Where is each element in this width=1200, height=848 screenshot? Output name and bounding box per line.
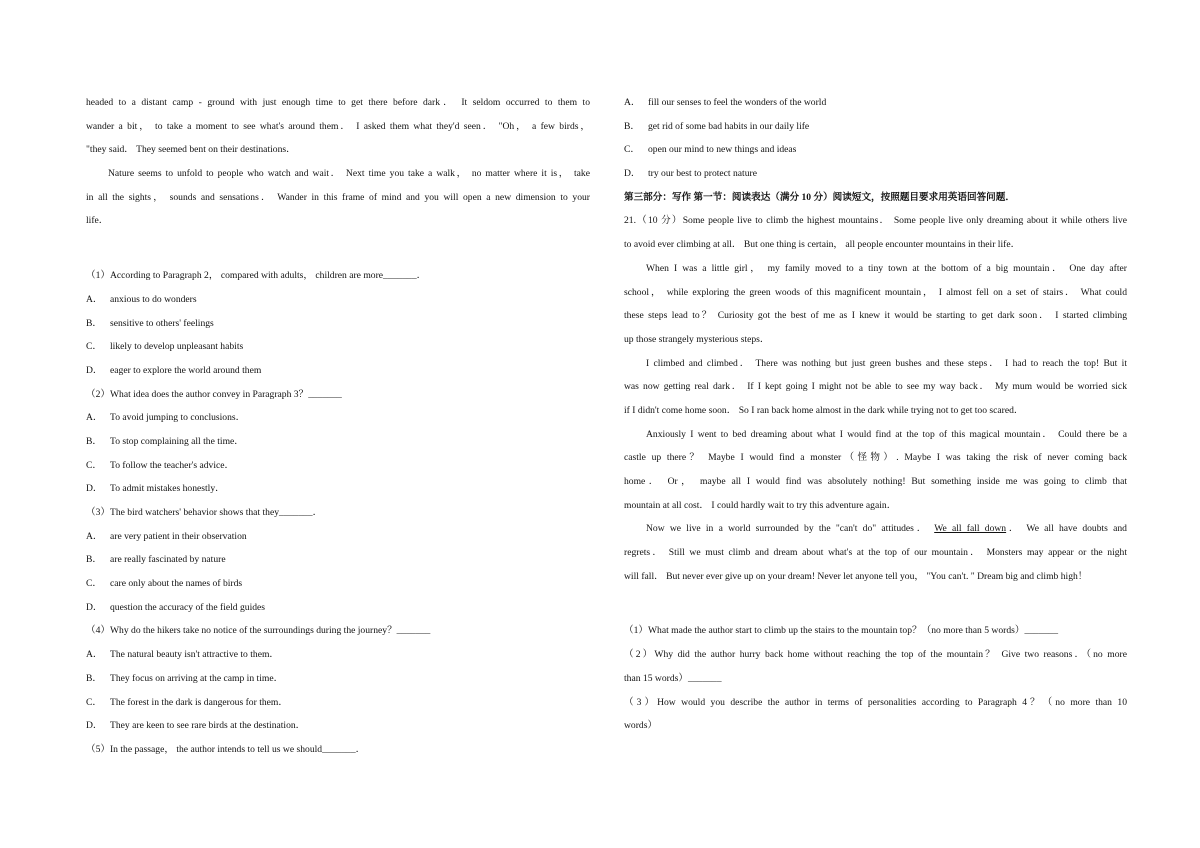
sub-question: （2）Why did the author hurry back home without reaching the top of the mountain？ Give two reasons．（no more (624, 649, 1127, 661)
passage-line: home． Or， maybe all I would find was absolutely nothing! But something inside me was going to climb that (624, 476, 1127, 487)
passage-line: wander a bit， to take a moment to see what's around them． I asked them what they'd seen． "Oh， a few birds， (86, 120, 590, 132)
option-b[interactable] (624, 115, 1127, 139)
passage-line: castle up there？ Maybe I would find a monster（怪物）. Maybe I was taking the risk of never coming back (624, 452, 1127, 464)
passage-line: if I didn't come home soon． So I ran back home almost in the dark while trying not to get too scared． (624, 404, 1024, 416)
option-text: open our mind to new things and ideas (648, 144, 797, 156)
option-text: question the accuracy of the field guides (110, 601, 266, 613)
passage-line: school， while exploring the green woods of this magnificent mountain， I almost fell on a set of stairs． What could (624, 286, 1127, 298)
option-letter: A． (86, 530, 103, 542)
spacer (86, 233, 590, 264)
option-text: get rid of some bad habits in our daily life (648, 120, 810, 132)
option-d[interactable] (624, 162, 1127, 186)
question-stem: （4）Why do the hikers take no notice of the surroundings during the journey？_______ (86, 625, 431, 637)
option-letter: A． (624, 97, 641, 108)
option-letter: C． (624, 144, 640, 156)
passage-line: to avoid ever climbing at all． But one thing is certain， all people encounter mountains in their life． (624, 239, 1021, 251)
option-letter: B． (624, 120, 640, 132)
option-text: anxious to do wonders (110, 293, 197, 305)
option-letter: B． (86, 554, 102, 566)
option-b[interactable] (86, 430, 590, 454)
option-a[interactable] (624, 91, 1127, 115)
option-b[interactable] (86, 312, 590, 336)
option-text: eager to explore the world around them (110, 364, 262, 376)
passage-line: up those strangely mysterious steps． (624, 333, 770, 345)
sub-question: words） (624, 720, 658, 732)
question-2 (86, 383, 590, 501)
option-text: likely to develop unpleasant habits (110, 341, 244, 353)
passage-line (624, 517, 1127, 541)
passage-line: mountain at all cost． I could hardly wait to try this adventure again． (624, 499, 897, 511)
option-d[interactable] (86, 714, 590, 738)
option-c[interactable] (86, 335, 590, 359)
option-b[interactable] (86, 548, 590, 572)
option-text: sensitive to others' feelings (110, 317, 214, 329)
option-c[interactable] (86, 691, 590, 715)
question-3 (86, 501, 590, 619)
text-segment: ． We all have doubts and (1006, 523, 1127, 535)
question-21-subquestions (624, 619, 1127, 737)
passage-line: in all the sights， sounds and sensations． Wander in this frame of mind and you will open a new dimension to your (86, 191, 590, 203)
option-text: fill our senses to feel the wonders of the world (648, 97, 827, 108)
passage-line: "they said． They seemed bent on their destinations． (86, 144, 296, 156)
option-d[interactable] (86, 596, 590, 620)
option-letter: B． (86, 317, 102, 329)
underlined-phrase: We all fall down (934, 523, 1007, 535)
question-1 (86, 264, 590, 382)
sub-question: than 15 words）_______ (624, 672, 722, 684)
passage-line: life． (86, 215, 109, 227)
option-c[interactable] (624, 138, 1127, 162)
option-text: To admit mistakes honestly． (110, 483, 225, 495)
option-text: They are keen to see rare birds at the destination． (110, 720, 306, 732)
text-segment: Now we live in a world surrounded by the "can't do" attitudes． (646, 523, 935, 535)
passage-line: I climbed and climbed． There was nothing but just green bushes and these steps． I had to reach the top! But it (646, 357, 1127, 369)
passage-line: was now getting real dark． If I kept going I might not be able to see my way back． My mum would be worried sick (624, 381, 1127, 393)
question-5-options (624, 91, 1127, 186)
option-text: To stop complaining all the time． (110, 435, 244, 447)
spacer (624, 588, 1127, 619)
sub-question: （3）How would you describe the author in terms of personalities according to Paragraph 4？（no more than 10 (624, 696, 1127, 708)
option-d[interactable] (86, 477, 590, 501)
passage-line: headed to a distant camp - ground with just enough time to get there before dark． It seldom occurred to them to (86, 97, 590, 108)
passage-line: regrets． Still we must climb and dream about what's at the top of our mountain． Monsters may appear or the night (624, 547, 1127, 559)
option-letter: A． (86, 649, 103, 661)
question-stem: （5）In the passage， the author intends to tell us we should_______． (86, 743, 366, 755)
option-a[interactable] (86, 643, 590, 667)
sub-question: （1）What made the author start to climb up the stairs to the mountain top？（no more than 5 words）_______ (624, 625, 1059, 637)
option-letter: A． (86, 293, 103, 305)
option-letter: D． (86, 720, 103, 732)
option-letter: D． (86, 483, 103, 495)
question-stem: （1）According to Paragraph 2， compared with adults， children are more_______． (86, 270, 427, 282)
question-4 (86, 619, 590, 737)
option-letter: D． (624, 168, 641, 180)
option-d[interactable] (86, 359, 590, 383)
question-21-passage (624, 209, 1127, 588)
option-letter: C． (86, 459, 102, 471)
option-text: They focus on arriving at the camp in time． (110, 672, 284, 684)
option-letter: B． (86, 672, 102, 684)
passage-line: will fall． But never ever give up on your dream! Never let anyone tell you， "You can't. " Dream big and climb high！ (624, 570, 1088, 582)
section-heading: 第三部分：写作 第一节：阅读表达（满分 10 分）阅读短文，按照题目要求用英语回答问题． (624, 191, 1015, 203)
option-text: try our best to protect nature (648, 168, 757, 180)
left-column (86, 91, 590, 762)
passage-line: When I was a little girl， my family moved to a tiny town at the bottom of a big mountain． One day after (646, 262, 1127, 274)
option-text: To follow the teacher's advice． (110, 459, 235, 471)
option-letter: D． (86, 601, 103, 613)
right-column (624, 91, 1127, 738)
option-letter: B． (86, 435, 102, 447)
option-a[interactable] (86, 525, 590, 549)
question-5 (86, 738, 590, 762)
option-a[interactable] (86, 288, 590, 312)
option-letter: A． (86, 412, 103, 424)
option-letter: C． (86, 341, 102, 353)
option-text: The natural beauty isn't attractive to them． (110, 649, 280, 661)
passage-line: 21.（10 分）Some people live to climb the highest mountains． Some people live only dreaming about it while others live (624, 215, 1127, 227)
option-letter: C． (86, 696, 102, 708)
option-text: To avoid jumping to conclusions． (110, 412, 246, 424)
option-c[interactable] (86, 454, 590, 478)
option-text: are very patient in their observation (110, 530, 247, 542)
option-letter: D． (86, 364, 103, 376)
option-text: are really fascinated by nature (110, 554, 226, 566)
passage-continuation (86, 91, 590, 233)
question-stem: （2）What idea does the author convey in Paragraph 3？_______ (86, 388, 342, 400)
passage-line: Nature seems to unfold to people who watch and wait． Next time you take a walk， no matter where it is， take (108, 168, 590, 180)
option-b[interactable] (86, 667, 590, 691)
passage-line: these steps lead to？ Curiosity got the best of me as I knew it would be starting to get dark soon． I started climbing (624, 310, 1127, 322)
option-c[interactable] (86, 572, 590, 596)
option-a[interactable] (86, 406, 590, 430)
passage-line: Anxiously I went to bed dreaming about what I would find at the top of this magical mountain． Could there be a (646, 428, 1127, 440)
option-text: care only about the names of birds (110, 578, 243, 590)
option-letter: C． (86, 578, 102, 590)
question-stem: （3）The bird watchers' behavior shows that they_______． (86, 507, 323, 518)
option-text: The forest in the dark is dangerous for them． (110, 696, 288, 708)
